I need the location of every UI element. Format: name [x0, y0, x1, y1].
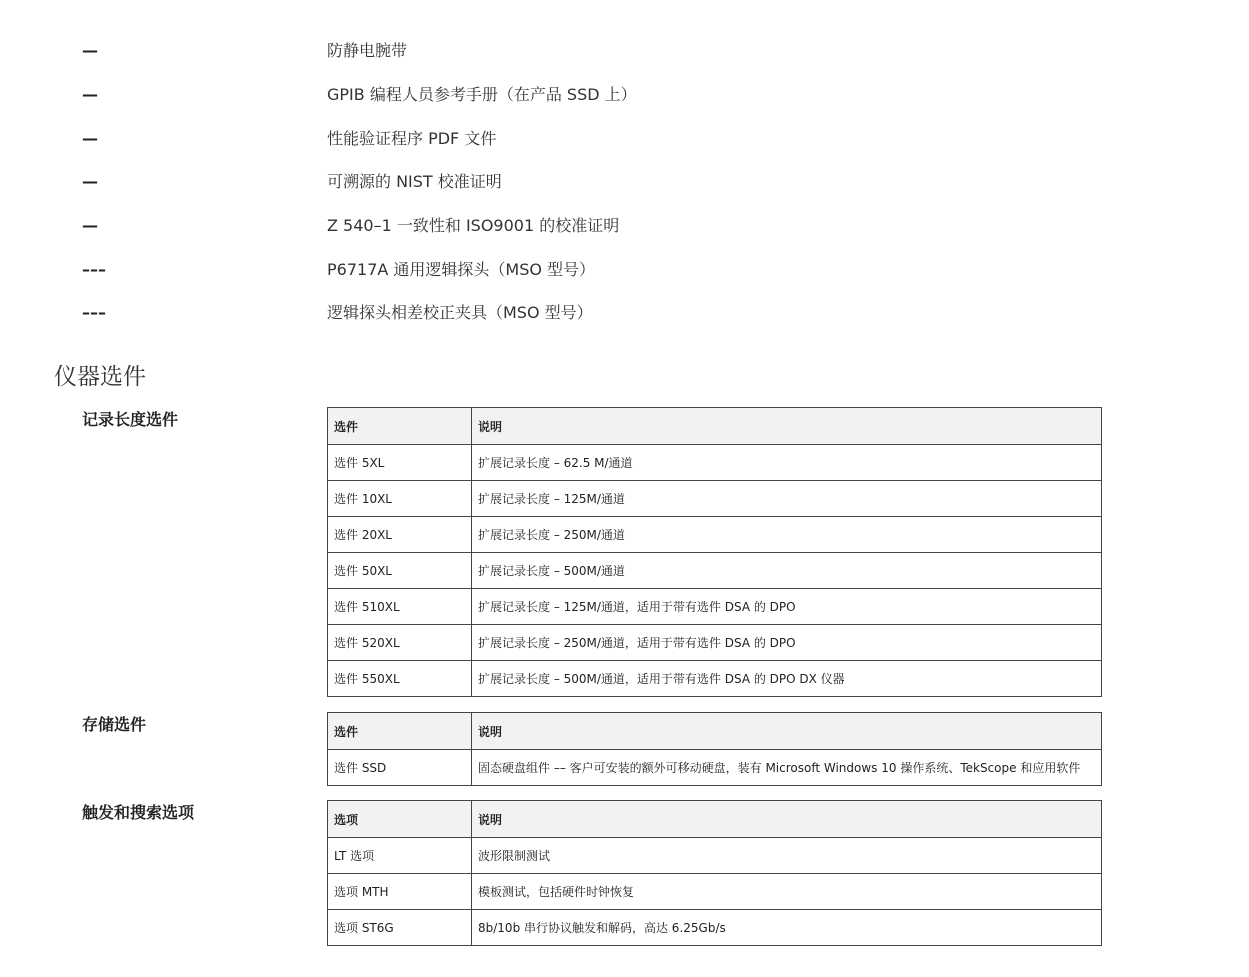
trigger-search-title: 触发和搜索选项 [82, 803, 195, 822]
table-row [328, 517, 1102, 553]
record-length-table [327, 407, 1102, 697]
column-header: 说明 [472, 801, 1102, 838]
option-cell: 选件 550XL [328, 661, 472, 697]
column-header: 选件 [328, 408, 472, 445]
accessory-item [0, 300, 1249, 326]
table-row [328, 445, 1102, 481]
storage-title: 存储选件 [82, 715, 147, 734]
dash-marker: ––– [82, 260, 106, 279]
accessory-text: 可溯源的 NIST 校准证明 [327, 172, 502, 191]
description-cell: 扩展记录长度 – 62.5 M/通道 [472, 445, 1102, 481]
accessory-text: 性能验证程序 PDF 文件 [327, 129, 497, 148]
option-cell: 选项 MTH [328, 874, 472, 910]
table-row [328, 589, 1102, 625]
option-cell: 选件 50XL [328, 553, 472, 589]
description-cell: 扩展记录长度 – 125M/通道 [472, 481, 1102, 517]
accessory-text: P6717A 通用逻辑探头（MSO 型号） [327, 260, 596, 279]
description-cell: 8b/10b 串行协议触发和解码，高达 6.25Gb/s [472, 910, 1102, 946]
table-row [328, 838, 1102, 874]
accessory-item [0, 213, 1249, 239]
option-cell: 选件 SSD [328, 750, 472, 786]
description-cell: 模板测试，包括硬件时钟恢复 [472, 874, 1102, 910]
accessory-text: Z 540–1 一致性和 ISO9001 的校准证明 [327, 216, 620, 235]
table-row [328, 625, 1102, 661]
record-length-title: 记录长度选件 [82, 410, 179, 429]
description-cell: 扩展记录长度 – 125M/通道，适用于带有选件 DSA 的 DPO [472, 589, 1102, 625]
section-title: 仪器选件 [54, 364, 146, 390]
column-header: 说明 [472, 713, 1102, 750]
option-cell: 选件 5XL [328, 445, 472, 481]
dash-marker: — [82, 172, 98, 191]
accessory-item [0, 169, 1249, 195]
dash-marker: ––– [82, 303, 106, 322]
accessory-item [0, 126, 1249, 152]
storage-table [327, 712, 1102, 786]
column-header: 选项 [328, 801, 472, 838]
option-cell: 选件 520XL [328, 625, 472, 661]
accessory-item [0, 257, 1249, 283]
column-header: 说明 [472, 408, 1102, 445]
table-row [328, 910, 1102, 946]
table-row [328, 553, 1102, 589]
accessory-item [0, 82, 1249, 108]
dash-marker: — [82, 216, 98, 235]
table-header-row [328, 801, 1102, 838]
accessory-text: 逻辑探头相差校正夹具（MSO 型号） [327, 303, 593, 322]
table-row [328, 661, 1102, 697]
table-header-row [328, 713, 1102, 750]
description-cell: 扩展记录长度 – 500M/通道 [472, 553, 1102, 589]
accessory-item [0, 38, 1249, 64]
table-header-row [328, 408, 1102, 445]
column-header: 选件 [328, 713, 472, 750]
dash-marker: — [82, 41, 98, 60]
accessory-text: 防静电腕带 [327, 41, 408, 60]
description-cell: 扩展记录长度 – 250M/通道 [472, 517, 1102, 553]
accessory-text: GPIB 编程人员参考手册（在产品 SSD 上） [327, 85, 637, 104]
option-cell: 选项 ST6G [328, 910, 472, 946]
table-row [328, 750, 1102, 786]
description-cell: 扩展记录长度 – 500M/通道，适用于带有选件 DSA 的 DPO DX 仪器 [472, 661, 1102, 697]
description-cell: 扩展记录长度 – 250M/通道，适用于带有选件 DSA 的 DPO [472, 625, 1102, 661]
table-row [328, 874, 1102, 910]
dash-marker: — [82, 129, 98, 148]
option-cell: 选件 20XL [328, 517, 472, 553]
option-cell: LT 选项 [328, 838, 472, 874]
option-cell: 选件 10XL [328, 481, 472, 517]
description-cell: 固态硬盘组件 –– 客户可安装的额外可移动硬盘，装有 Microsoft Windows 10 操作系统、TekScope 和应用软件 [472, 750, 1102, 786]
trigger-search-table [327, 800, 1102, 946]
option-cell: 选件 510XL [328, 589, 472, 625]
dash-marker: — [82, 85, 98, 104]
table-row [328, 481, 1102, 517]
description-cell: 波形限制测试 [472, 838, 1102, 874]
